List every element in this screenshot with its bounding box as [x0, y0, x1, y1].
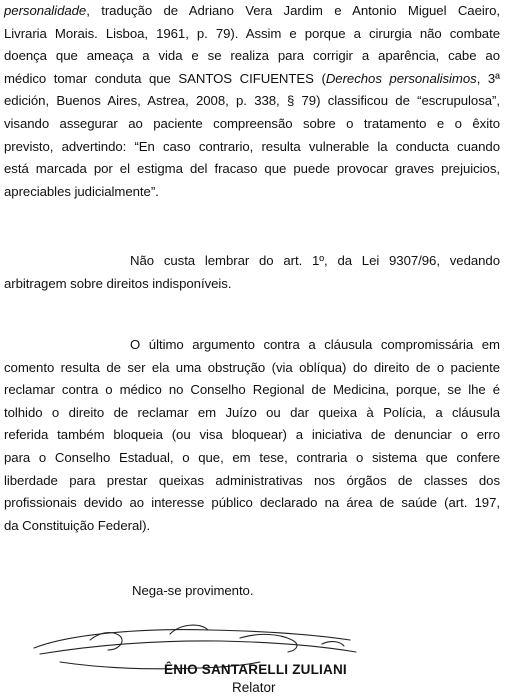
text-line: reclamar contra o médico no Conselho Regional de Medicina, porque, se lhe é	[4, 382, 500, 398]
text-line: da Constituição Federal).	[4, 517, 151, 533]
signer-name: ÊNIO SANTARELLI ZULIANI	[164, 662, 347, 677]
text-line: visando assegurar ao paciente compreensão sobre o tratamento e o êxito	[4, 115, 500, 131]
text-line: O último argumento contra a cláusula compromissária em	[130, 337, 500, 352]
italic-text: personalidade	[4, 3, 87, 18]
signer-role: Relator	[232, 680, 276, 695]
text-line: Não custa lembrar do art. 1º, da Lei 9307/96, vedando	[130, 253, 500, 268]
text-line: edición, Buenos Aires, Astrea, 2008, p. 338, § 79) classificou de “escrupulosa”,	[4, 93, 500, 109]
text-line: doença que ameaça a vida e se realiza para corrigir a aparência, cabe ao	[4, 48, 500, 64]
text-line	[4, 0, 500, 23]
paragraph-final-argument	[4, 334, 500, 537]
italic-text: Derechos personalisimos	[325, 70, 477, 86]
text-line: para o Conselho Estadual, o que, em tese, contraria o sistema que confere	[4, 449, 500, 465]
text-line: Livraria Morais. Lisboa, 1961, p. 79). Assim e porque a cirurgia não combate	[4, 25, 500, 41]
text-line: apreciables judicialmente”.	[4, 183, 159, 199]
paragraph-arbitration-law	[4, 250, 500, 295]
text-line: está marcada por el estigma del fracaso que puede provocar graves prejuicios,	[4, 161, 500, 177]
text-line: arbitragem sobre direitos indisponíveis.	[4, 275, 232, 291]
text-line: Nega-se provimento.	[132, 583, 254, 598]
text-line: previsto, advertindo: “En caso contrario, resulta vulnerable la conducta cuando	[4, 138, 500, 154]
text-span: , 3ª	[476, 70, 500, 86]
text-line: liberdade para prestar queixas administrativas nos órgãos de classes dos	[4, 472, 500, 488]
text-line: comento resulta de ser ela uma obstrução (via oblíqua) do direito de o paciente	[4, 359, 500, 375]
paragraph-citation	[4, 0, 500, 203]
text-line: tolhido o direito de reclamar em Juízo ou dar queixa à Polícia, a cláusula	[4, 404, 500, 420]
conclusion-text	[132, 580, 332, 603]
text-line	[4, 68, 500, 91]
text-span: médico tomar conduta que SANTOS CIFUENTES (	[4, 70, 326, 86]
text-line: referida também bloqueia (ou visa bloquear) a iniciativa de denunciar o erro	[4, 427, 500, 443]
text-span: , tradução de Adriano Vera Jardim e Antonio Miguel Caeiro,	[86, 3, 500, 18]
text-line: profissionais devido ao interesse público declarado na área de saúde (art. 197,	[4, 495, 500, 511]
